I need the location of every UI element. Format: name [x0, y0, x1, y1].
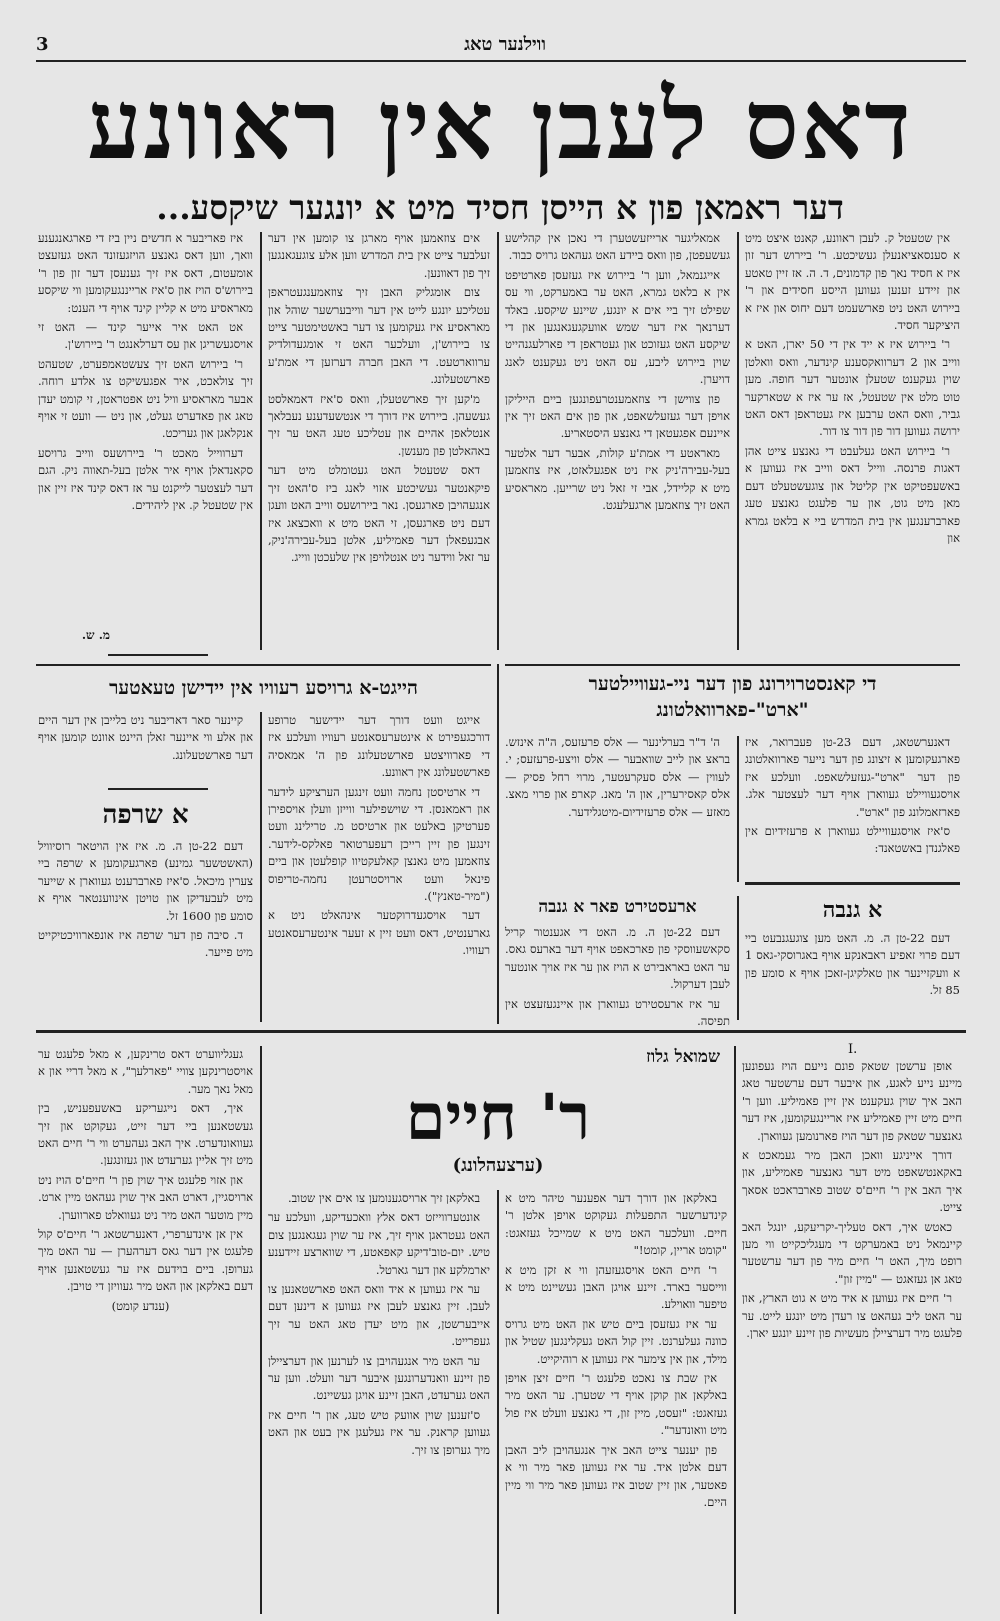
article-signature: מ. ש.	[81, 628, 110, 642]
column-divider	[260, 1046, 262, 1614]
column-divider	[497, 232, 499, 650]
column-divider	[737, 232, 739, 650]
main-subheadline: דער ראמאן פון א הייסן חסיד מיט א יונגער שיקסע...	[156, 188, 844, 227]
revue-headline: הייגט-א גרויסע רעוויו אין יידישן טעאטער	[109, 677, 418, 699]
feuilleton-rule	[36, 1030, 966, 1033]
theft-headline: א גנבה	[822, 897, 883, 923]
main-article-col-4: איז פאריבער א חדשים ניין ביז די פארגאנגענע וואך, ווען דאס גאנצע הויזגעזונד האט געזעצט אומעטום, דאס איז זיך גענעסן דער זון פון ר' ביירוש'ס הויז און ס'איז ארייננגעקומען ווי שיקסע מאראסיע מיט א קליין קינד אויף די הענט: אט האט איר אייער קינד — האט זי אויסגעשריגן און עס דערלאנגט ר' ביירוש'ן. ר' ביירוש האט זיך צעשטאמפערט, שטעהט זיך צולאכט, איר אפגעשיקט צו אלדע רוחה. אבער מאראסיע וויל ניט אפטראטן, זי קומט יעדן טאג און פאדערט געלט, און ניט — וועט זי אויף אנקלאגן און געריכט. דערווייל מאכט ר' ביירושעס ווייב גרויסע סקאנדאלן אויף איר אלטן בעל-תאווה ניק. הגם דער לעצטער לייקנט ער אז דאס קינד איז זיין און אין שטעטל ק. אין ליהידים.	[38, 231, 253, 513]
paper-name: ווילנער טאג	[464, 34, 546, 55]
column-divider	[497, 1190, 499, 1614]
theater-col: קיינער סאר דאריבער ניט בלייבן אין דער היים און אלע ווי איינער זאלן היינט אוונט קומען אויף דער פארשטעלונג.	[38, 713, 253, 762]
column-divider	[737, 896, 739, 1020]
column-divider	[734, 1046, 736, 1614]
header-rule	[36, 60, 966, 62]
reorg-headline-2: "ארט"-פארוואלטונג	[656, 699, 809, 721]
section-rule	[36, 664, 491, 666]
feuilleton-col-left: געגליווערט דאס טרינקען, א מאל פלעגט ער אויסטרינקען צוויי "פארלעך", א מאל דריי און א מאל נאך מער. איך, דאס נייגעריקע באשעפעניש, בין געשטאנען ביי דער זייט, געקוקט און זיך געוואונדערט. איך האב געהערט ווי ר' חיים האט מיט זיך אליין גערעדט און געזונגען. און אזוי פלעגט איך שוין פון ר' חיים'ס הויז ניט ארויסגיין, דארט האב איך שוין געהאט מיין ארט. מיין מוטער האט מיר ניט געוואלט פארווערן. אין אן אינדערפרי, דאנערשטאג ר' חיים'ס קול פלעגט אין דער גאס דערהערן — ער האט מיך גערופן. ביים בוידעם איז ער געשטאנען אויף דעם באלקאן און האט מיר געוויזן די טויבן. (ענדע קומט)	[38, 1047, 253, 1313]
revue-col: אייגט וועט דורך דער יידישער טרופע דורכגעפירט א אינטערעסאנטע רעוויו וועלכע איז די פארוויצטע פארשטעלונג פון ה' אמאסיה פארשטעלונג אין ראוונע. די ארטיסטן נחמה וועט זינגען הערציקע לידער און ראמאנסן. די שוישפילער ווייזן וועלן אויספירן פערטיקן באלעט און ארטיסט מ. טרילינג וועט זינגען פון זיין רייכן רעפערטואר פאלקס-לידער. צוזאמען מיט גאנצן קאלעקטיוו קופלעטן און ביים פינאל וועט ארויסטרעטן נחמה-טריפוס ("מיר-טאנץ"). דער אויסגעדרוקטער אינהאלט ניט א גארענטיט, דאס וועט זיין א זעער אינטערעסאנטע רעוויו.	[268, 713, 490, 958]
column-divider	[260, 712, 262, 1022]
arrest-col: דעם 22-טן ה. מ. האט די אגענטור קריל סקאשעווסקי פון פארכאפט אויף דער בארעס גאס. ער האט באראבירט א הויז און ער איז אויך אונטער לעבן דערקול. ער איז ארעסטירט געווארן און איינגעזעצט אין תפיסה.	[505, 925, 730, 1029]
feuilleton-title: ר' חיים	[405, 1080, 591, 1155]
page-number: 3	[36, 34, 49, 55]
section-divider	[497, 664, 499, 1024]
reorg-headline-1: די קאנסטרוירונג פון דער ניי-געוויילטער	[588, 673, 877, 695]
feuilleton-col-right: אופן ערשטן שטאק פונם נייעם הויז געפונען מיינע נייע לאגע, און איבער דעם ערשטער טאג האב איך שוין געקענט אין זיין פאמיליע. ווען ר' חיים מיט זיין פאמיליע איז אריינגעקומען, איז דער גאנצער שטאק פון דער הויז פארנומען געווארן. דורך אייניגע וואכן האבן מיר געמאכט א באקאנטשאפט מיט דער גאנצער פאמיליע, און איך האב אין ר' חיים'ס שטוב פארבראכט אסאך צייט. כאטש איך, דאס טעליך-יקריעקע, יונגל האב קיינמאל ניט באמערקט די מעגליכקייט ווי מען רופט מיך, האט ר' חיים מיר פון דער ערשטער טאג אן געזאגט — "מיין זון". ר' חיים איז געווען א איד מיט א גוט הארץ, און ער האט ליב געהאט צו רעדן מיט יונגע לייט. ער פלעגט מיר דערציילן מעשיות פון זיינע יונגע יארן.	[742, 1059, 962, 1341]
main-article-col-2: אמאליגער ארייזעשטערן די נאכן אין קהלישע געשעפטן, פון וואס ביידע האט געהאט גרויס כבוד. אייגנמאל, ווען ר' ביירוש איז געזעסן פארטיפט אין א בלאט גמרא, האט ער באמערקט, ווי עס שפילט זיך ביי אים א יונגע, שיינע שיקסע. באלד דערנאך איז דער שמש אוועקגעגאנגען און די שיקסע האט געזוכט און געטראפן די פארלעגנהייט שוין ביירוש ליבע, עס האט ניט געקענט לאנג דויערן. פון צווישן די צוזאמענטרעפונגען ביים הייליקן אויפן דער געזעלשאפט, און פון אים האט זיך אין איינעם אפגעטאן די גאנצע היסטאריע. מאראטע די אמת'ע קולות, אבער דער אלטער בעל-עבירה'ניק איז ניט אפגעלאזט, איז צוזאמען מיט א קליידל, אבי זי זאל ניט שרייען. מאראסיע האט זיך צוזאמען ארגעלעגט.	[505, 231, 730, 513]
main-headline: דאס לעבן אין ראוונע	[87, 68, 913, 181]
feuilleton-col-mid2: באלקאן זיך ארויסגענומען צו אים אין שטוב. אונטערווייזט דאס אלץ וואכעדיקע, וועלכע ער האט געטראגן אויף זיך, איז ער שוין געגאנגען צום טיש. יום-טוב'דיקע קאפאטע, די שווארצע זיידענע יארמלקע און דער גארטל. ער איז געווען א איד וואס האט פארשטאנען צו לעבן. זיין גאנצע לעבן איז געווען א דינען דעם אייבערשטן, און מיט יעדן טאג האט ער זיך געפרייט. ער האט מיר אנגעהויבן צו לערנען און דערציילן פון זיינע וואנדערונגען איבער דער וועלט. ווען ער האט גערעדט, האבן זיינע אויגן געשיינט. ס'זענען שוין אוועק טיש טעג, און ר' חיים איז געווען קראנק. ער איז געלעגן אין בעט און האט מיך גערופן צו זיך.	[268, 1191, 490, 1457]
section-rule	[505, 664, 960, 666]
section-rule	[745, 882, 960, 885]
main-article-col-1: אין שטעטל ק. לעבן ראוונע, קאנט איצט מיט א סענסאציאנעלן געשיכטע. ר' ביירוש דער זון איז א חסיד נאך פון קדמונים, ד. ה. אז זיין טאטע און זיידע זענען געווען הייסע חסידים און ר' ביירוש האט ניט פארשעמט דעם יחוס און איז א היציקער חסיד. ר' ביירוש איז א ייד אין די 50 יארן, האט א ווייב און 2 דערוואקסענע קינדער, וואס וואלטן שוין געקענט שטעלן אונטער דער חופה. מען טוט מלט אין שטעטל, אז ער איז א שטארקער גביר, וואס האט ערבען איז געטראפן דאס האט ירושה געווען דור פון דור צו דור. ר' ביירוש האט געלעבט די גאנצע צייט אהן דאגות פרנסה. ווייל דאס ווייב איז געווען א באשעפטיקט אין קליטל און צוגעשטעלט דעם מאן מיט גוט, און ער פלעגט גאנצע טעג פארברענגען אין בית המדרש ביי א בלאט גמרא און	[745, 231, 961, 545]
main-article-col-3: אים צוזאמען אויף מארגן צו קומען אין דער זעלבער צייט אין בית המדרש ווען אלע צוגעגאנגען זיך פון דאוונען. צום אומגליק האבן זיך צוזאמענגעטראפן עטליכע יונגע לייט אין דער ווייבערשער שוהל און מאראסיע איז געקומען צו דער באשטימטער צייט צו ביירוש'ן, וועלכער האט זי אומגעדולדיק ערווארטעט. די האבן חברה דערזען די אמת'ע פארשטעלונג. מ'קען זיך פארשטעלן, וואס ס'איז דאמאלסט געשעהן. ביירוש איז דורך די אנטשעדענע נעבלאך אנטלאפן אהיים און עטליכע טעג האט ער זיך באהאלטן פון מענשן. דאס שטעטל האט געטומלט מיט דער פיקאנטער געשיכטע אזוי לאנג ביז ס'האט זיך אנגעהויבן פארגעסן. נאר ביירושעס ווייב האט וועגן דעם ניט פארגעסן, זי האט מיט א וואכצאג איז אבגעפאלן דער פאמיליע, אלטן בעל-עבירה'ניק, ער זאל ווידער ניט אנטלויפן אין שלעכטן ווייג.	[268, 231, 490, 565]
theft-col: דעם 22-טן ה. מ. האט מען צוגעגנבעט ביי דעם פרוי זאפיע ראבאנקע אויף באגרוסקי-גאס 1 א וועקזיינער און טאלקיגן-זאכן אויף א סומע פון 85 זל.	[745, 931, 960, 998]
column-divider	[260, 232, 262, 650]
section-rule	[108, 788, 208, 790]
feuilleton-genre: (ערצעהלונג)	[452, 1155, 544, 1176]
column-divider	[737, 736, 739, 882]
reorg-col-left: ה' ד"ר בערלינער — אלס פרעזעס, ה"ה אינזש. בראצ און לייב שוואבער — אלס וויצע-פרעזעס; י. לעווין — אלס סעקרעטער, מרוי רחל פסיק — אלס קאסירערין, און ה' מאנ. קארפ און פרוי מאצ. מאזע — אלס פרעזידיום-מיטגלידער.	[505, 735, 730, 819]
feuilleton-col-middle: באלקאן און דורך דער אפענער טיהר מיט א קינדערשער התפעלות געקוקט אויפן אלטן ר' חיים. וועלכער האט מיט א שמייכל געזאגט: "קומט אריין, קומט!" ר' חיים האט אויסגעזעהן ווי א זקן מיט א ווייסער בארד. זיינע אויגן האבן געשיינט מיט א טיפער וואוילע. ער איז געזעסן ביים טיש און האט מיט גרויס כוונה געלערנט. זיין קול האט געקלינגען שטיל און מילד, און אין צימער איז געווען א רוהיקייט. אין שבת צו נאכט פלעגט ר' חיים זיצן אויפן באלקאן און קוקן אויף די שטערן. ער האט מיר געזאגט: "זעסט, מיין זון, די גאנצע וועלט איז פול מיט וואונדער". פון יענער צייט האב איך אנגעהויבן ליב האבן דעם אלטן איד. ער איז געווען פאר מיר ווי א פאטער, און זיין שטוב איז געווען פאר מיר ווי מיין היים.	[505, 1191, 727, 1509]
reorg-col-right: דאנערשטאג, דעם 23-טן פעברואר, איז פארגעקומען א זיצונג פון דער נייער פארוואלטונג פון דער "ארט"-געזעלשאפט. וועלכע איז אויסגעוויילט געווארן אויף דער לעצטער אלג. פארזאמלונג פון "ארט". ס'איז אויסגעוויילט געווארן א פרעזידיום אין פאלגנדן באשטאנד:	[745, 735, 960, 856]
feuilleton-chapter: I.	[848, 1042, 858, 1057]
article-end-rule	[108, 654, 208, 656]
fire-headline: א שרפה	[102, 800, 189, 830]
fire-col: דעם 22-טן ה. מ. איז אין הויטאר רוסיוויל (האשטשער גמינע) פארגעקומען א שרפה ביי צערין מיכאל. ס'איז פארברענט געווארן א שייער מיט לעבעדיקן און טויטן אינווענטאר אויף א סומע פון 1600 זל. ד. סיבה פון דער שרפה איז אונפארוויכטיקייט מיט פייער.	[38, 839, 253, 960]
arrest-headline: ארעסטירט פאר א גנבה	[538, 897, 697, 917]
feuilleton-author: שמואל גלוז	[646, 1047, 720, 1067]
